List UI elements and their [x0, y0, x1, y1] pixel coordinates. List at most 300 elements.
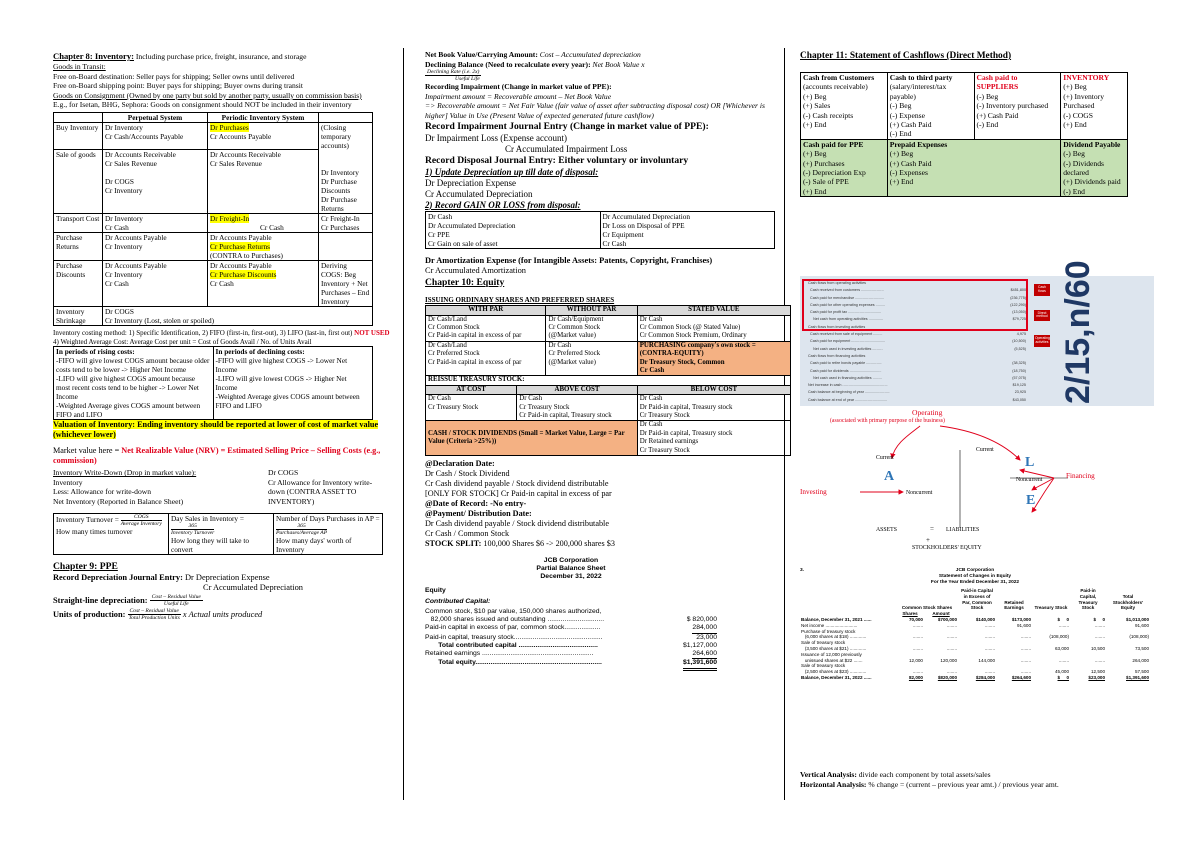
costing-text-2: 4) Weighted Average Cost: Average Cost per unit = Cost of Goods Avail / No. of Units Avail — [53, 337, 312, 346]
scf-line-label: Net cash from operating activities .............. — [808, 317, 884, 322]
payment-terms-text: 2/15,n/60 — [1059, 260, 1097, 404]
side-tag: Cash flows — [1034, 284, 1050, 296]
current-assets-label: Current — [876, 455, 894, 461]
chapter-8-title: Chapter 8: Inventory: — [53, 51, 134, 61]
scf-line-value: $451,800 — [1010, 288, 1026, 293]
periodic-cell: Dr Accounts Payable — [210, 232, 272, 242]
ratio-denominator: Average Inventory — [120, 520, 162, 527]
disposal-step-1-credit: Cr Accumulated Depreciation — [425, 188, 533, 199]
perpetual-cell: Dr COGS Cr Inventory (Lost, stolen or spoiled) — [103, 306, 373, 325]
bs-equity-heading: Equity — [425, 586, 446, 594]
column-ppe-equity — [425, 50, 775, 671]
assets-letter: A — [884, 469, 895, 484]
sce-cell: $284,000 — [975, 674, 996, 680]
sce-row-label: Sale of treasury stock — [801, 663, 846, 669]
operating-label: Operating — [912, 408, 943, 417]
scf-line-label: Cash paid for profit tax ................................ — [808, 310, 881, 315]
sce-cell: 12,500 — [1090, 669, 1106, 675]
scf-line — [808, 368, 1026, 375]
ratio-label: Number of Days Purchases in AP = — [276, 513, 380, 523]
bs-line — [425, 634, 717, 642]
amortization-debit: Dr Amortization Expense (for Intangible Assets: Patents, Copyright, Franchises) — [425, 255, 713, 265]
column-header: Treasury Stock — [1034, 605, 1068, 611]
valuation-of-inventory: Valuation of Inventory: Ending inventory should be reported at lower of cost of market value (whichever lower) — [53, 420, 379, 440]
sce-cell: $23,000 — [1088, 674, 1106, 680]
bs-line-value: $ 820,000 — [686, 616, 717, 624]
box-heading: Cash from Customers — [803, 73, 875, 82]
table-row — [54, 306, 373, 325]
side-tags — [1034, 284, 1050, 347]
fob-shipping: Free on-Board shipping point: Buyer pays for shipping; Buyer owns during transit — [53, 81, 303, 91]
plus-sign: + — [926, 536, 930, 544]
bs-line-label: Paid-in capital in excess of par, common stock................... — [425, 624, 601, 632]
sce-cell: ........ — [912, 634, 923, 640]
scf-line-label: Cash paid for equipment ................................. — [808, 339, 886, 344]
scf-line — [808, 324, 1026, 331]
row-label: Buy Inventory — [54, 122, 103, 149]
box-body — [977, 92, 1059, 130]
horizontal-analysis-text: % change = (current – previous year amt.) / previous year amt. — [868, 779, 1059, 789]
scf-line-value: (5,525) — [1014, 346, 1026, 351]
stock-split-text: 100,000 Shares $6 -> 200,000 shares $3 — [483, 539, 615, 549]
question-number: 3. — [800, 568, 805, 573]
table-header — [319, 112, 373, 122]
periodic-cell: Cr Cash — [260, 222, 284, 232]
noncurrent-assets-label: Noncurrent — [906, 490, 933, 496]
scf-line-label: Cash paid for other operating expenses ......... — [808, 302, 885, 307]
sce-cell: ........ — [1020, 634, 1032, 640]
bs-lines — [425, 608, 717, 670]
partial-balance-sheet — [425, 557, 717, 670]
row-label: Inventory Shrinkage — [54, 306, 103, 325]
assets-label: ASSETS — [876, 527, 897, 533]
payment-entry: Dr Cash dividend payable / Stock dividend distributable Cr Cash / Common Stock — [425, 519, 609, 539]
uop-numerator: Cost – Residual Value — [129, 608, 179, 615]
box-body: (accounts receivable) (+) Beg (+) Sales (-) Cash receipts (+) End — [803, 82, 868, 130]
column-header: Retained Earnings — [1004, 599, 1024, 611]
scf-line-value: 23,925 — [1014, 390, 1026, 395]
column-inventory — [53, 50, 393, 622]
perpetual-cell: Dr Accounts Payable Cr Inventory Cr Cash — [103, 260, 208, 306]
stock-split-label: STOCK SPLIT: — [425, 539, 484, 549]
db-numerator: Declining Rate (i.e. 2x) — [427, 69, 480, 76]
chapter-8-subtitle: Including purchase price, freight, insurance, and storage — [134, 52, 307, 61]
impairment-debit: Dr Impairment Loss (Expense account) — [425, 132, 567, 143]
db-denominator: Useful Life — [455, 76, 480, 83]
row-label: Transport Cost — [54, 213, 103, 232]
sce-table — [800, 588, 1150, 681]
sce-cell: 45,000 — [1054, 669, 1070, 675]
table-cell: Dr Cash Cr Treasury Stock — [426, 395, 517, 421]
closing-entries: Dr Inventory Dr Purchase Discounts Dr Purchase Returns — [321, 167, 359, 213]
scf-line-value: (13,050) — [1012, 310, 1026, 315]
scf-line — [808, 397, 1026, 404]
highlighted-entry: Cr Purchase Discounts — [210, 269, 277, 279]
highlighted-entry: Cr Purchase Returns — [210, 241, 270, 251]
issuing-shares-table — [425, 305, 791, 376]
nbv-label: Net Book Value/Carrying Amount: — [425, 50, 540, 59]
ratio-numerator: COGS — [121, 514, 162, 521]
sce-row-label: unissued shares at $22 ....... — [801, 657, 863, 663]
scf-lines — [808, 280, 1026, 404]
side-tag: Operating activities — [1034, 335, 1050, 347]
table-header: STATED VALUE — [637, 306, 790, 315]
operating-arrow — [892, 426, 920, 458]
investing-label: Investing — [800, 488, 827, 496]
column-header: Common Stock Shares — [901, 605, 953, 611]
sce-cell: ........ — [946, 645, 958, 651]
box-body: (salary/interest/tax payable) (-) Beg (-) Expense (+) Cash Paid (-) End — [889, 82, 947, 139]
straight-line-label: Straight-line depreciation: — [53, 595, 150, 605]
ratio-meaning: How long they will take to convert — [171, 535, 250, 554]
perpetual-cell: Dr Inventory Cr Cash — [103, 213, 208, 232]
ratio-numerator: 365 — [276, 523, 327, 530]
scf-line-label: Cash flows from financing activities — [808, 353, 866, 358]
highlighted-entry: Dr Purchases — [210, 122, 249, 132]
nrv-definition: Net Realizable Value (NRV) = Estimated Selling Price – Selling Costs (e.g., commission) — [53, 446, 381, 466]
sce-cell: 120,000 — [940, 657, 958, 663]
sce-row-label: (6,000 shares at $18) ............. — [801, 634, 867, 640]
sce-cell: 91,600 — [1016, 622, 1032, 628]
ratio-numerator: 365 — [171, 523, 214, 530]
units-of-production-label: Units of production: — [53, 609, 128, 619]
sce-row-label: Balance, December 31, 2021 ...... — [801, 616, 872, 622]
disposal-table — [425, 211, 775, 249]
amortization-credit: Cr Accumulated Amortization — [425, 266, 526, 276]
bs-line — [425, 616, 717, 624]
operating-sublabel: (associated with primary purpose of the business) — [830, 418, 945, 424]
current-liabilities-label: Current — [976, 447, 994, 453]
bs-line — [425, 659, 717, 670]
sce-row-label: Issuance of 12,000 previously — [801, 651, 862, 657]
bs-line-label: Paid-in capital, treasury stock............................................... — [425, 633, 603, 641]
closing-entries: Cr Freight-In Cr Purchases — [319, 213, 373, 232]
declining-balance-label: Declining Balance (Need to recalculate every year): — [425, 59, 593, 69]
row-label: Sale of goods — [54, 149, 103, 213]
analysis-notes — [800, 770, 1150, 789]
scf-line — [808, 338, 1026, 345]
table-header: ABOVE COST — [517, 385, 637, 394]
table-row — [426, 341, 791, 376]
cashflow-tables — [800, 72, 1128, 197]
scf-line-value: (122,290) — [1010, 302, 1026, 307]
activities-diagram — [800, 408, 1150, 558]
sce-cell: 82,000 — [908, 674, 923, 680]
sce-cell: ........ — [1094, 634, 1106, 640]
scf-line-value: $19,125 — [1012, 383, 1026, 388]
noncurrent-liabilities-label: Noncurrent — [1016, 477, 1043, 483]
write-down-heading: Inventory Write-Down (Drop in market value): — [53, 468, 197, 478]
bs-line — [425, 608, 717, 616]
sce-cell: $264,600 — [1011, 674, 1032, 680]
row-label: Purchase Discounts — [54, 260, 103, 306]
rising-costs-heading: In periods of rising costs: — [56, 347, 135, 357]
periodic-cell: (CONTRA to Purchases) — [210, 250, 283, 260]
scf-line-label: Cash flows from operating activities — [808, 281, 866, 285]
costing-methods — [53, 329, 393, 346]
disposal-je-heading: Record Disposal Journal Entry: Either voluntary or involuntary — [425, 154, 689, 166]
table-cell: Dr Cash Cr Treasury Stock Cr Paid-in capital, Treasury stock — [517, 395, 637, 421]
box-heading: Cash paid for PPE — [803, 139, 864, 149]
liabilities-letter: L — [1025, 455, 1035, 470]
box-body: (+) Beg (+) Purchases (-) Depreciation Exp (-) Sale of PPE (+) End — [803, 149, 866, 196]
table-cell: Dr Cash/Land Cr Common Stock Cr Paid-in capital in excess of par — [426, 315, 546, 341]
ratio-label: Day Sales in Inventory = — [171, 513, 245, 523]
scf-line-label: Cash flows from investing activities — [808, 324, 866, 329]
ratio-meaning: How many times turnover — [56, 526, 133, 536]
stockholders-equity-label: STOCKHOLDERS' EQUITY — [912, 545, 982, 551]
box-body-text: (-) Beg (-) Inventory purchased (+) Cash Paid (-) End — [976, 91, 1049, 130]
scf-line — [808, 287, 1026, 294]
box-heading: Cash paid to SUPPLIERS — [976, 73, 1019, 92]
bs-line-label: Total contributed capital .......................................... — [425, 641, 598, 649]
table-row — [800, 617, 1150, 623]
scf-line — [808, 309, 1026, 316]
scf-line-label: Net increase in cash ............................................ — [808, 383, 888, 388]
bs-line — [425, 642, 717, 650]
write-down-entry: Dr COGS Cr Allowance for Inventory write-down (CONTRA ASSET TO INVENTORY) — [268, 468, 373, 506]
horizontal-analysis-label: Horizontal Analysis: — [800, 779, 869, 789]
sce-title: Statement of Changes in Equity — [938, 574, 1012, 579]
table-row — [54, 260, 373, 306]
scf-line-value: (38,325) — [1012, 361, 1026, 366]
inventory-ratios-table — [53, 513, 383, 555]
impairment-text: Impairment amount = Recoverable amount – Net Book Value => Recoverable amount = Net Fair Value (fair value of asset after subtracting disposal cost) OR [Whichever is higher] Value in Use (Present Value of expected generated future cashflow) — [425, 91, 765, 120]
sce-cell: 73,500 — [1134, 645, 1150, 651]
sce-row-label: Purchase of treasury stock — [801, 628, 856, 634]
box-heading: Prepaid Expenses — [889, 139, 948, 149]
box-heading: Dividend Payable — [1063, 139, 1121, 149]
table-row — [54, 213, 373, 232]
costing-text: Inventory costing method: 1) Specific Identification, 2) FIFO (first-in, first-out), 3) LIFO (last-in, first out) — [53, 328, 355, 337]
column-header: Total Stockholders' Equity — [1112, 593, 1144, 611]
rising-costs-text: -FIFO will give lowest COGS amount because older costs tend to be lower -> Higher Net Income -LIFO will give highest COGS amount because most recent costs tend to be higher -> Lower Net Income -Weighted Average gives COGS amount between FIFO and LIFO — [56, 356, 210, 420]
scf-line-label: Cash received from customers ...................... — [808, 288, 884, 293]
treasury-stock-purchase: PURCHASING company's own stock = (CONTRA-EQUITY) Dr Treasury Stock, Common Cr Cash — [637, 341, 790, 376]
table-row — [54, 122, 373, 149]
disposal-step-1: 1) Update Depreciation up till date of disposal: — [425, 166, 599, 177]
sce-cell: 91,600 — [1134, 622, 1150, 628]
bs-line — [425, 650, 717, 659]
box-body: (+) Beg (+) Cash Paid (-) Expenses (+) End — [889, 149, 932, 187]
scf-line — [808, 346, 1026, 353]
sce-cell: $ 0 — [1093, 616, 1106, 622]
sl-denominator: Useful Life — [163, 601, 189, 608]
bs-date: December 31, 2022 — [540, 573, 602, 581]
sce-cell: 57,500 — [1134, 669, 1150, 675]
table-row — [54, 232, 373, 260]
liabilities-label: LIABILITIES — [946, 527, 980, 533]
bs-line-label: Common stock, $10 par value, 150,000 shares authorized, — [425, 608, 602, 616]
scf-line-label: Cash received from sale of equipment ......... — [808, 332, 883, 337]
declaration-date-heading: @Declaration Date: — [425, 459, 495, 469]
sce-cell: 70,000 — [908, 616, 923, 622]
scf-line — [808, 331, 1026, 338]
sce-cell: 10,500 — [1090, 645, 1106, 651]
scf-line-value: 4,975 — [1016, 332, 1026, 337]
sce-cell: (108,000) — [1049, 634, 1070, 640]
declining-balance-formula: Net Book Value x — [592, 59, 645, 69]
periodic-cell: Cr Cash — [210, 278, 234, 288]
bs-line — [425, 624, 717, 633]
chapter-9-title: Chapter 9: PPE — [53, 560, 118, 572]
impairment-credit: Cr Accumulated Impairment Loss — [505, 143, 628, 154]
sce-cell: ........ — [984, 622, 996, 628]
chapter-11-title: Chapter 11: Statement of Cashflows (Direct Method) — [800, 51, 1012, 61]
inventory-systems-table — [53, 112, 373, 326]
depreciation-je-label: Record Depreciation Journal Entry: — [53, 572, 185, 582]
sce-cell: ........ — [912, 645, 923, 651]
vertical-analysis-text: divide each component by total assets/sales — [858, 770, 991, 779]
sce-cell: ........ — [912, 669, 923, 675]
sce-cell: ........ — [1058, 622, 1070, 628]
sce-cell: ........ — [1020, 669, 1032, 675]
scf-line-value: (18,750) — [1012, 368, 1026, 373]
scf-line-value: (10,500) — [1012, 339, 1026, 344]
scf-line — [808, 382, 1026, 389]
box-heading: Cash to third party — [889, 73, 953, 82]
sce-cell: $140,000 — [975, 616, 996, 622]
depreciation-debit: Dr Depreciation Expense — [184, 572, 270, 582]
perpetual-cell: Dr Accounts Payable Cr Inventory — [103, 232, 208, 260]
scf-line-label: Cash paid for merchandise ............................ — [808, 295, 884, 300]
bs-line-value: 23,000 — [696, 633, 717, 641]
ratio-meaning: How many days' worth of Inventory — [276, 535, 352, 554]
disposal-step-1-debit: Dr Depreciation Expense — [425, 177, 516, 188]
ratio-denominator: Inventory Turnover — [171, 529, 215, 536]
table-cell: Dr Cash/Equipment Cr Common Stock (@Market value) — [546, 315, 637, 341]
column-divider — [403, 48, 404, 800]
column-header: Paid-in Capital in Excess of Par, Common Stock — [961, 588, 993, 611]
sce-body — [800, 611, 1150, 681]
box-heading: INVENTORY — [1063, 73, 1110, 82]
scf-line-label: Net cash used in investing activities .......... — [808, 346, 883, 351]
table-header: Perpetual System — [103, 112, 208, 122]
sce-cell: ........ — [1020, 657, 1032, 663]
equity-letter: E — [1026, 493, 1036, 508]
sce-subheader-cell: Amount — [932, 611, 950, 617]
bs-line-value: $1,391,600 — [683, 659, 717, 670]
scf-line-label: Cash paid for dividends ............................... — [808, 368, 882, 373]
consignment-example: E.g., for Isetan, BHG, Sephora: Goods on consignment should NOT be included in their inventory — [53, 100, 352, 110]
table-header: WITH PAR — [426, 306, 546, 315]
table-cell: Dr Cash Cr Preferred Stock (@Market value) — [546, 341, 637, 376]
sce-cell: ........ — [984, 645, 996, 651]
periodic-cell: Dr Accounts Payable — [210, 260, 272, 270]
periodic-cell: Dr Accounts Receivable Cr Sales Revenue — [208, 149, 319, 213]
sce-cell: ........ — [1020, 645, 1032, 651]
sce-cell: 264,000 — [1132, 657, 1150, 663]
sce-subheader-cell: Shares — [902, 611, 918, 617]
bs-line-label: Total equity................................................................... — [425, 659, 602, 667]
cash-flow-statement-image — [800, 260, 1154, 406]
table-header: AT COST — [426, 385, 517, 394]
nbv-formula: Cost – Accumulated depreciation — [539, 50, 641, 59]
table-header: WITHOUT PAR — [546, 306, 637, 315]
table-cell: Dr Cash/Land Cr Preferred Stock Cr Paid-in capital in excess of par — [426, 341, 546, 376]
sce-cell: 144,000 — [978, 657, 996, 663]
scf-line — [808, 280, 1026, 287]
chapter-10-title: Chapter 10: Equity — [425, 276, 505, 288]
gain-entry: Dr Cash Dr Accumulated Depreciation Cr PPE Cr Gain on sale of asset — [426, 211, 601, 248]
sl-numerator: Cost – Residual Value — [151, 594, 201, 601]
equals-sign: = — [930, 525, 934, 533]
sce-cell: ........ — [984, 634, 996, 640]
table-cell: Dr Cash Dr Paid-in capital, Treasury stock Dr Retained earnings Cr Treasury Stock — [637, 421, 790, 456]
sce-cell: $173,000 — [1011, 616, 1032, 622]
sce-cell: ........ — [946, 669, 958, 675]
scf-line — [808, 316, 1026, 323]
cost-trend-table — [53, 346, 373, 420]
sce-cell: $700,000 — [937, 616, 958, 622]
scf-line-value: $79,725 — [1012, 317, 1026, 322]
sce-cell: ........ — [946, 622, 958, 628]
declining-costs-heading: In periods of declining costs: — [215, 347, 305, 357]
sce-cell: ........ — [912, 622, 923, 628]
table-cell: Dr Cash Dr Paid-in capital, Treasury stock Cr Treasury Stock — [637, 395, 790, 421]
scf-line — [808, 295, 1026, 302]
not-used-label: NOT USED — [354, 328, 390, 337]
bs-contributed-capital: Contributed Capital: — [425, 597, 491, 605]
disposal-step-2: 2) Record GAIN OR LOSS from disposal: — [425, 199, 581, 210]
table-row — [426, 395, 791, 421]
bs-title: Partial Balance Sheet — [536, 565, 606, 573]
reissue-heading: REISSUE TREASURY STOCK: — [426, 376, 791, 385]
sce-row-label: Net income ......................... — [801, 622, 858, 628]
deriving-cogs: Deriving COGS: Beg Inventory + Net Purchases – End Inventory — [319, 260, 373, 306]
loss-entry: Dr Accumulated Depreciation Dr Loss on Disposal of PPE Cr Equipment Cr Cash — [600, 211, 775, 248]
scf-line — [808, 353, 1026, 360]
sce-row-label: (3,500 shares at $21) ............. — [801, 645, 867, 651]
declaration-entry: Dr Cash / Stock Dividend Cr Cash dividend payable / Stock dividend distributable [ONLY FOR STOCK] Cr Paid-in capital in excess of par — [425, 469, 612, 499]
declining-costs-text: -FIFO will give highest COGS -> Lower Net Income -LIFO will give lowest COGS -> Higher Net Income -Weighted Average gives COGS amount between FIFO and LIFO — [215, 356, 360, 411]
statement-of-changes-in-equity — [800, 568, 1150, 681]
table-row — [426, 315, 791, 341]
impairment-je-heading: Record Impairment Journal Entry (Change in market value of PPE): — [425, 120, 709, 132]
scf-line — [808, 389, 1026, 396]
perpetual-cell: Dr Accounts Receivable Cr Sales Revenue Dr COGS Cr Inventory — [103, 149, 208, 213]
uop-denominator: Total Production Units — [128, 615, 180, 622]
sce-cell: ........ — [1094, 657, 1106, 663]
ratio-label: Inventory Turnover = — [56, 514, 121, 524]
closing-note: (Closing temporary accounts) — [321, 122, 351, 150]
sce-cell: $1,391,600 — [1126, 674, 1150, 680]
consignment: Goods on Consignment (Owned by one party but sold by another party, usually on commission basis) — [53, 90, 362, 100]
bs-line-value: 264,600 — [692, 650, 717, 659]
table-cell: Dr Cash Cr Common Stock (@ Stated Value) Cr Common Stock Premium, Ordinary — [637, 315, 790, 341]
scf-line-value: (236,775) — [1010, 295, 1026, 300]
scf-line-value: $43,050 — [1012, 397, 1026, 402]
uop-multiplier: x Actual units produced — [180, 609, 263, 619]
bs-line-label: Retained earnings ........................................................... — [425, 650, 594, 658]
sce-cell: ........ — [984, 669, 996, 675]
box-body: (+) Beg (+) Inventory Purchased (-) COGS (+) End — [1063, 82, 1105, 130]
table-header: Periodic Inventory System — [208, 112, 319, 122]
perpetual-cell: Dr Inventory Cr Cash/Accounts Payable — [103, 122, 208, 149]
periodic-cell: Cr Accounts Payable — [210, 131, 272, 141]
column-cashflow — [800, 50, 1150, 789]
sce-cell: ........ — [1094, 622, 1106, 628]
scf-line-label: Cash balance at end of year ............................... — [808, 397, 887, 402]
financing-label: Financing — [1066, 472, 1095, 480]
table-header — [54, 112, 103, 122]
row-label: Purchase Returns — [54, 232, 103, 260]
highlighted-entry: Dr Freight-In — [210, 213, 250, 223]
sce-cell: $ 0 — [1057, 674, 1070, 680]
sce-cell: 63,000 — [1054, 645, 1070, 651]
box-body: (-) Beg (-) Dividends declared (+) Dividends paid (-) End — [1063, 149, 1121, 196]
ratio-denominator: Purchases/Average AP — [276, 529, 328, 536]
